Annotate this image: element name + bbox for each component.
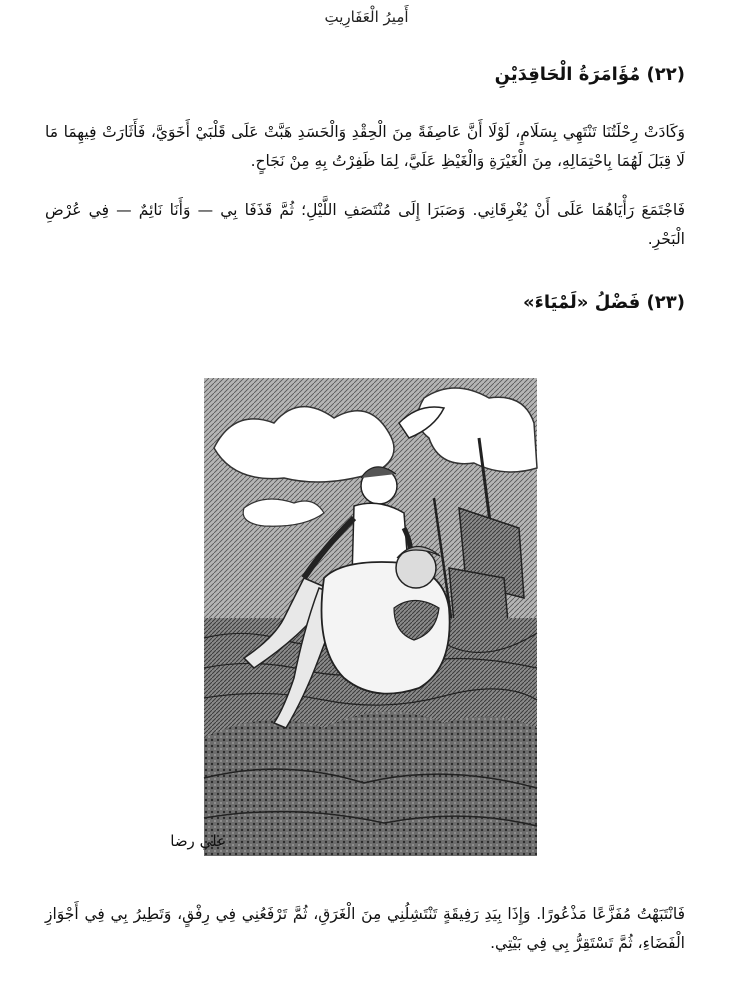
- illustration-flying-rescue: [170, 378, 537, 856]
- chapter-22-paragraph-2: فَاجْتَمَعَ رَأْيَاهُمَا عَلَى أَنْ يُغْرِقَانِي. وَصَبَرَا إِلَى مُنْتَصَفِ اللَّيْلِ؛ ثُمَّ قَذَفَا بِي — وَأَنَا نَائِمٌ — فِي عُرْضِ الْبَحْرِ.: [45, 201, 685, 248]
- chapter-23-paragraph-1: فَانْتَبَهْتُ مُفَزَّعًا مَذْعُورًا. وَإِذَا بِيَدِ رَفِيقَةٍ تَنْتَشِلُنِي مِنَ الْغَرَقِ، ثُمَّ تَرْفَعُنِي فِي رِفْقٍ، وَتَطِيرُ بِي فِي أَجْوَازِ الْفَضَاءِ، ثُمَّ تَسْتَقِرُّ بِي فِي بَيْتِي.: [45, 905, 685, 952]
- chapter-22-paragraph-1: وَكَادَتْ رِحْلَتُنَا تَنْتَهِي بِسَلَامٍ، لَوْلَا أَنَّ عَاصِفَةً مِنَ الْحِقْدِ وَالْحَسَدِ هَبَّتْ عَلَى قَلْبَيْ أَخَوَيَّ، فَأَثَارَتْ فِيهِمَا مَا لَا قِبَلَ لَهُمَا بِاحْتِمَالِهِ، مِنَ الْغَيْرَةِ وَالْغَيْظِ عَلَيَّ، لِمَا ظَفِرْتُ بِهِ مِنْ نَجَاحٍ.: [45, 123, 685, 170]
- rescued-man-in-sack: [322, 546, 450, 693]
- artist-signature: علي رضا: [170, 832, 226, 850]
- landscape-shape: [204, 712, 537, 856]
- running-head: أَمِيرُ الْعَفَارِيتِ: [324, 8, 409, 26]
- chapter-23-heading: (٢٣) فَضْلُ «لَمْيَاءَ»: [523, 292, 685, 313]
- illustration-drawing: [170, 378, 537, 856]
- chapter-22-heading: (٢٢) مُؤَامَرَةُ الْحَاقِدَيْنِ: [494, 64, 685, 85]
